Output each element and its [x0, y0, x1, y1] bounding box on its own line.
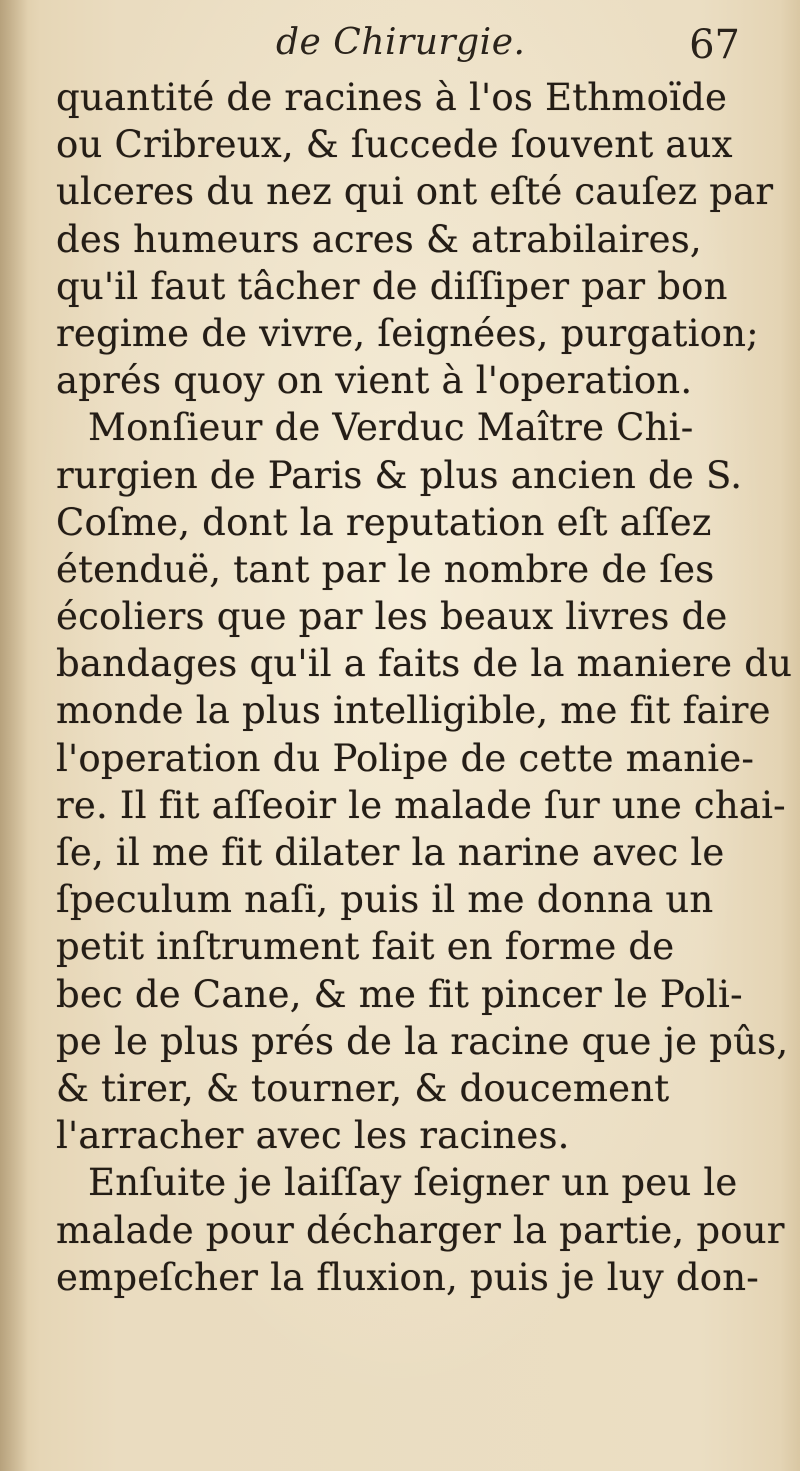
- text-line: qu'il faut tâcher de diſſiper par bon: [56, 264, 728, 308]
- paragraph-start-line: Monſieur de Verduc Maître Chi-: [88, 406, 694, 450]
- text-line: empeſcher la fluxion, puis je luy don-: [56, 1255, 759, 1299]
- text-line: aprés quoy on vient à l'operation.: [56, 359, 693, 403]
- text-line: des humeurs acres & atrabilaires,: [56, 217, 702, 261]
- text-line: ſe, il me fit dilater la narine avec le: [56, 831, 725, 874]
- paragraph-start-line: Enſuite je laiſſay ſeigner un peu le: [88, 1161, 738, 1205]
- text-line: l'arracher avec les racines.: [56, 1114, 570, 1158]
- text-line: ſpeculum naſi, puis il me donna un: [56, 878, 714, 922]
- text-line: petit inſtrument fait en forme de: [56, 925, 675, 969]
- text-line: écoliers que par les beaux livres de: [56, 595, 728, 639]
- text-line: Coſme, dont la reputation eſt aſſez: [56, 500, 712, 544]
- text-line: ulceres du nez qui ont eſté cauſez par: [56, 170, 774, 214]
- page-number: 67: [689, 22, 740, 68]
- text-line: pe le plus prés de la racine que je pûs,: [56, 1019, 789, 1063]
- text-line: bec de Cane, & me fit pincer le Poli-: [56, 972, 743, 1016]
- text-line: l'operation du Polipe de cette manie-: [56, 736, 755, 780]
- running-head: de Chirurgie.: [276, 22, 526, 63]
- page-header: [60, 22, 750, 82]
- text-line: & tirer, & tourner, & doucement: [56, 1066, 670, 1110]
- text-line: monde la plus intelligible, me fit faire: [56, 689, 771, 733]
- text-line: re. Il fit aſſeoir le malade ſur une chai-: [56, 783, 786, 827]
- text-line: rurgien de Paris & plus ancien de S.: [56, 453, 743, 497]
- text-line: étenduë, tant par le nombre de ſes: [56, 547, 715, 591]
- text-line: quantité de racines à l'os Ethmoïde: [56, 76, 728, 119]
- text-line: malade pour décharger la partie, pour: [56, 1208, 785, 1252]
- text-line: ou Cribreux, & ſuccede ſouvent aux: [56, 123, 733, 167]
- text-line: regime de vivre, ſeignées, purgation;: [56, 311, 759, 355]
- body-text: [56, 74, 793, 1301]
- binding-gutter-shadow: [0, 0, 28, 1471]
- text-line: bandages qu'il a faits de la maniere du: [56, 642, 793, 686]
